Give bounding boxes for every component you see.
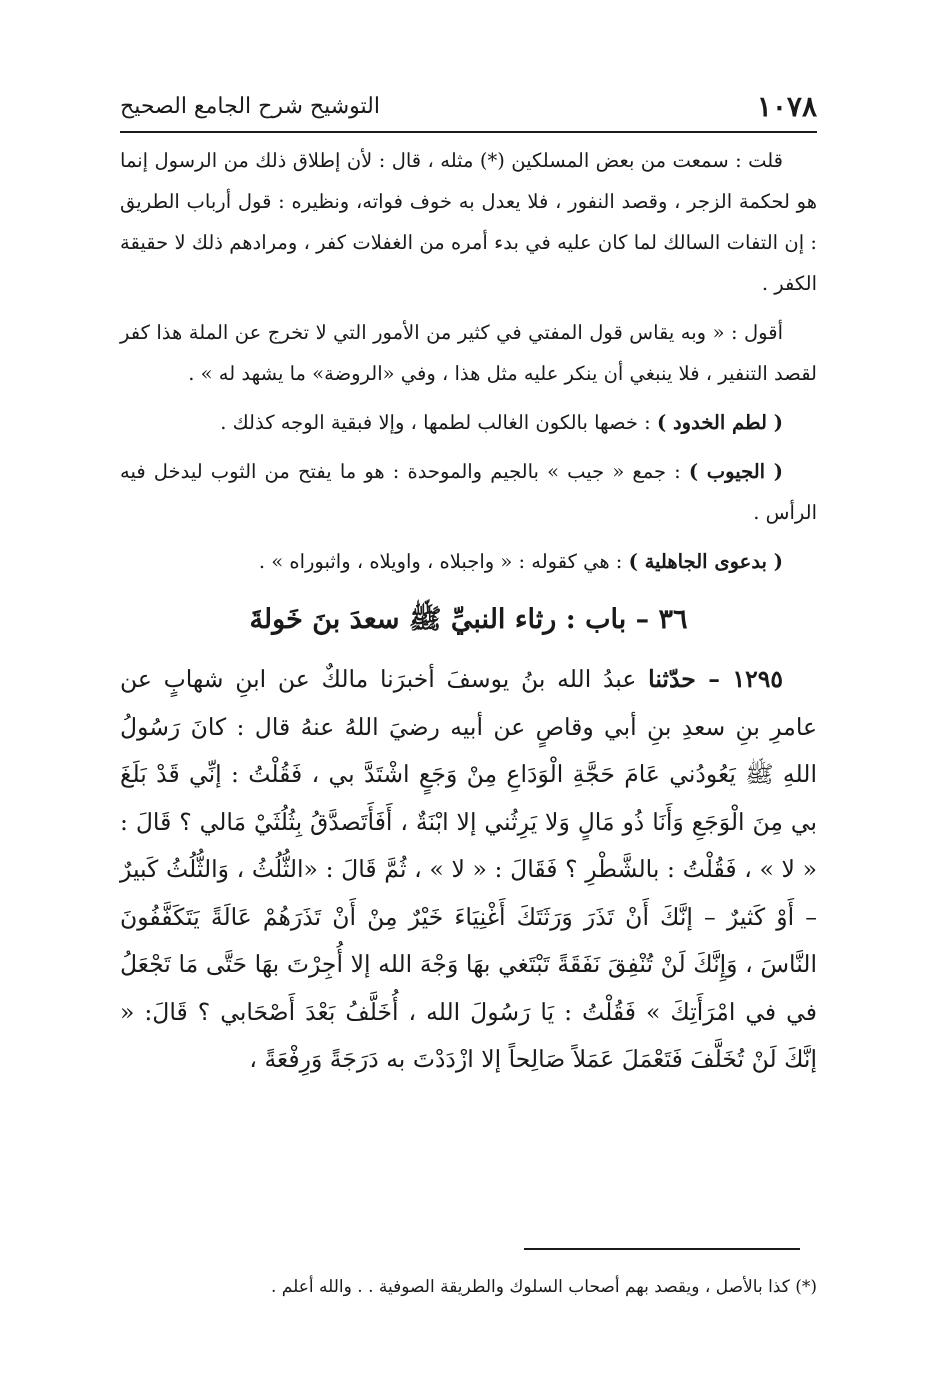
- gloss-text: : جمع « جيب » بالجيم والموحدة : هو ما يفتح من الثوب ليدخل فيه الرأس .: [120, 460, 817, 524]
- commentary-paragraph: قلت : سمعت من بعض المسلكين (*) مثله ، قال : لأن إطلاق ذلك من الرسول إنما هو لحكمة الزجر ، وقصد النفور ، فلا يعدل به خوف فواته، ونظيره : قول أرباب الطريق : إن التفات السالك لما كان عليه في بدء أمره من الغفلات كفر ، ومرادهم ذلك لا حقيقة الكفر .: [120, 149, 817, 295]
- gloss-paragraph: [120, 402, 817, 443]
- page-header: [120, 86, 817, 126]
- chapter-heading: ٣٦ – باب : رثاء النبيِّ ﷺ سعدَ بنَ خَولةَ: [249, 604, 688, 635]
- gloss-paragraph: [120, 451, 817, 533]
- gloss-term: ( لطم الخدود ): [656, 411, 783, 434]
- page-number: ١٠٧٨: [756, 89, 817, 123]
- commentary-paragraph: أقول : « وبه يقاس قول المفتي في كثير من الأمور التي لا تخرج عن الملة هذا كفر لقصد التنفير ، فلا ينبغي أن ينكر عليه مثل هذا ، وفي «الروضة» ما يشهد له » .: [120, 321, 817, 385]
- gloss-term: ( الجيوب ): [688, 460, 783, 483]
- footnote-rule: [524, 1248, 800, 1250]
- gloss-text: : خصها بالكون الغالب لطمها ، وإلا فبقية الوجه كذلك .: [220, 411, 657, 434]
- gloss-term: ( بدعوى الجاهلية ): [628, 550, 783, 573]
- page-body: [120, 140, 817, 1084]
- footnote: (*) كذا بالأصل ، ويقصد بهم أصحاب السلوك والطريقة الصوفية . . والله أعلم .: [270, 1277, 817, 1297]
- gloss-paragraph: [120, 541, 817, 582]
- gloss-text: : هي كقوله : « واجبلاه ، واويلاه ، واثبوراه » .: [258, 550, 629, 573]
- running-title: التوشيح شرح الجامع الصحيح: [120, 93, 380, 119]
- hadith-body: عبدُ الله بنُ يوسفَ أخبرَنا مالكٌ عن ابنِ شهابٍ عن عامرِ بنِ سعدِ بنِ أبي وقاصٍ عن أبيه رضيَ اللهُ عنهُ قال : كانَ رَسُولُ اللهِ ﷺ يَعُودُني عَامَ حَجَّةِ الْوَدَاعِ مِنْ وَجَعٍ اشْتَدَّ بي ، فَقُلْتُ : إنِّي قَدْ بَلَغَ بي مِنَ الْوَجَعِ وَأَنَا ذُو مَالٍ وَلا يَرِثُني إلا ابْنَةٌ ، أَفَأَتَصدَّقُ بِثُلُثَيْ مَالي ؟ قَالَ : « لا » ، فَقُلْتُ : بالشَّطْرِ ؟ فَقَالَ : « لا » ، ثُمَّ قَالَ : «الثُّلُثُ ، وَالثُّلُثُ كَبيرٌ – أَوْ كَثيرٌ – إنَّكَ أَنْ تَذَرَ وَرَثَتَكَ أَغْنِيَاءَ خَيْرٌ مِنْ أَنْ تَذَرَهُمْ عَالَةً يَتَكَفَّفُونَ النَّاسَ ، وَإِنَّكَ لَنْ تُنْفِقَ نَفَقَةً تَبْتَغي بهَا وَجْهَ الله إلا أُجِرْتَ بهَا حَتَّى مَا تَجْعَلُ في في امْرَأَتِكَ » فَقُلْتُ : يَا رَسُولَ الله ، أُخَلَّفُ بَعْدَ أَصْحَابي ؟ قَالَ: « إنَّكَ لَنْ تُخَلَّفَ فَتَعْمَلَ عَمَلاً صَالِحاً إلا ازْدَدْتَ به دَرَجَةً وَرِفْعَةً ،: [120, 665, 817, 1073]
- header-rule: [120, 131, 817, 133]
- hadith-number: ١٢٩٥ – حدّثنا: [648, 665, 783, 693]
- hadith-text: [120, 656, 817, 1084]
